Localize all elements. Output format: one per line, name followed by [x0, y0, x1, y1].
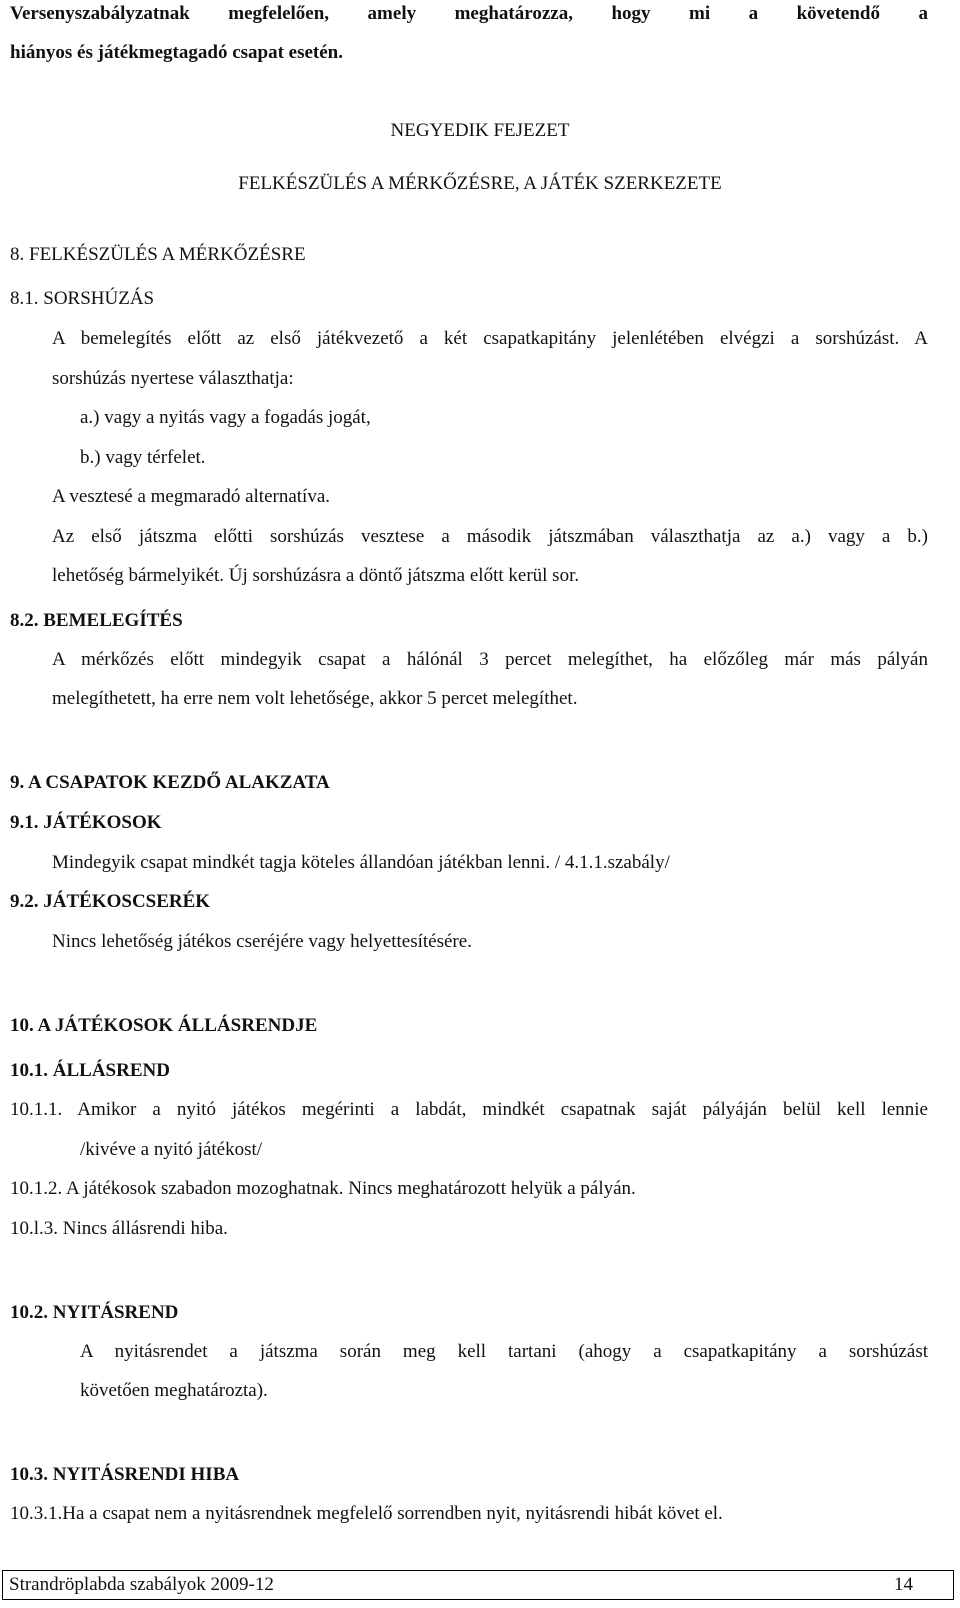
- section-8-2-heading: 8.2. BEMELEGÍTÉS: [10, 610, 183, 631]
- section-8-1-loser-text: A vesztesé a megmaradó alternatíva.: [52, 486, 331, 507]
- intro-line-1: Versenyszabályzatnak megfelelően, amely meghatározza, hogy mi a követendő a: [10, 3, 928, 24]
- section-8-1-paragraph-line-1: A bemelegítés előtt az első játékvezető a két csapatkapitány jelenlétében elvégzi a sorshúzást. A: [52, 328, 928, 349]
- option-a: a.) vagy a nyitás vagy a fogadás jogát,: [80, 407, 371, 428]
- section-8-heading: 8. FELKÉSZÜLÉS A MÉRKŐZÉSRE: [10, 244, 306, 265]
- section-8-1-heading: 8.1. SORSHÚZÁS: [10, 288, 155, 309]
- section-8-2-paragraph-line-2: melegíthetett, ha erre nem volt lehetősége, akkor 5 percet melegíthet.: [52, 688, 578, 709]
- option-b: b.) vagy térfelet.: [80, 447, 206, 468]
- section-9-2-paragraph: Nincs lehetőség játékos cseréjére vagy helyettesítésére.: [52, 931, 472, 952]
- section-10-2-paragraph-line-1: A nyitásrendet a játszma során meg kell tartani (ahogy a csapatkapitány a sorshúzást: [80, 1341, 928, 1362]
- page-number: 14: [894, 1574, 913, 1595]
- chapter-title: FELKÉSZÜLÉS A MÉRKŐZÉSRE, A JÁTÉK SZERKEZETE: [238, 173, 722, 194]
- rule-10-3-1: 10.3.1.Ha a csapat nem a nyitásrendnek megfelelő sorrendben nyit, nyitásrendi hibát követ el.: [10, 1503, 723, 1524]
- intro-line-2: hiányos és játékmegtagadó csapat esetén.: [10, 42, 344, 63]
- footer-document-title: Strandröplabda szabályok 2009-12: [9, 1574, 274, 1595]
- rule-10-1-1-line-2: /kivéve a nyitó játékost/: [80, 1139, 263, 1160]
- section-9-2-heading: 9.2. JÁTÉKOSCSERÉK: [10, 891, 211, 912]
- section-10-2-paragraph-line-2: követően meghatározta).: [80, 1380, 268, 1401]
- section-10-heading: 10. A JÁTÉKOSOK ÁLLÁSRENDJE: [10, 1015, 318, 1036]
- page-footer: [2, 1570, 954, 1600]
- section-10-1-heading: 10.1. ÁLLÁSREND: [10, 1060, 170, 1081]
- section-10-3-heading: 10.3. NYITÁSRENDI HIBA: [10, 1464, 240, 1485]
- section-9-1-paragraph: Mindegyik csapat mindkét tagja köteles állandóan játékban lenni. / 4.1.1.szabály/: [52, 852, 670, 873]
- rule-10-1-3: 10.l.3. Nincs állásrendi hiba.: [10, 1218, 228, 1239]
- section-9-1-heading: 9.1. JÁTÉKOSOK: [10, 812, 162, 833]
- section-8-2-paragraph-line-1: A mérkőzés előtt mindegyik csapat a hálónál 3 percet melegíthet, ha előzőleg már más pályán: [52, 649, 928, 670]
- chapter-number: NEGYEDIK FEJEZET: [390, 120, 570, 141]
- rule-10-1-1-line-1: 10.1.1. Amikor a nyitó játékos megérinti a labdát, mindkét csapatnak saját pályáján belül kell lennie: [10, 1099, 928, 1120]
- section-8-1-paragraph-line-2: sorshúzás nyertese választhatja:: [52, 368, 294, 389]
- section-10-2-heading: 10.2. NYITÁSREND: [10, 1302, 179, 1323]
- section-8-1-paragraph-3-line-1: Az első játszma előtti sorshúzás vesztese a második játszmában választhatja az a.) vagy a b.): [52, 526, 928, 547]
- section-9-heading: 9. A CSAPATOK KEZDŐ ALAKZATA: [10, 772, 330, 793]
- rule-10-1-2: 10.1.2. A játékosok szabadon mozoghatnak. Nincs meghatározott helyük a pályán.: [10, 1178, 636, 1199]
- section-8-1-paragraph-3-line-2: lehetőség bármelyikét. Új sorshúzásra a döntő játszma előtt kerül sor.: [52, 565, 580, 586]
